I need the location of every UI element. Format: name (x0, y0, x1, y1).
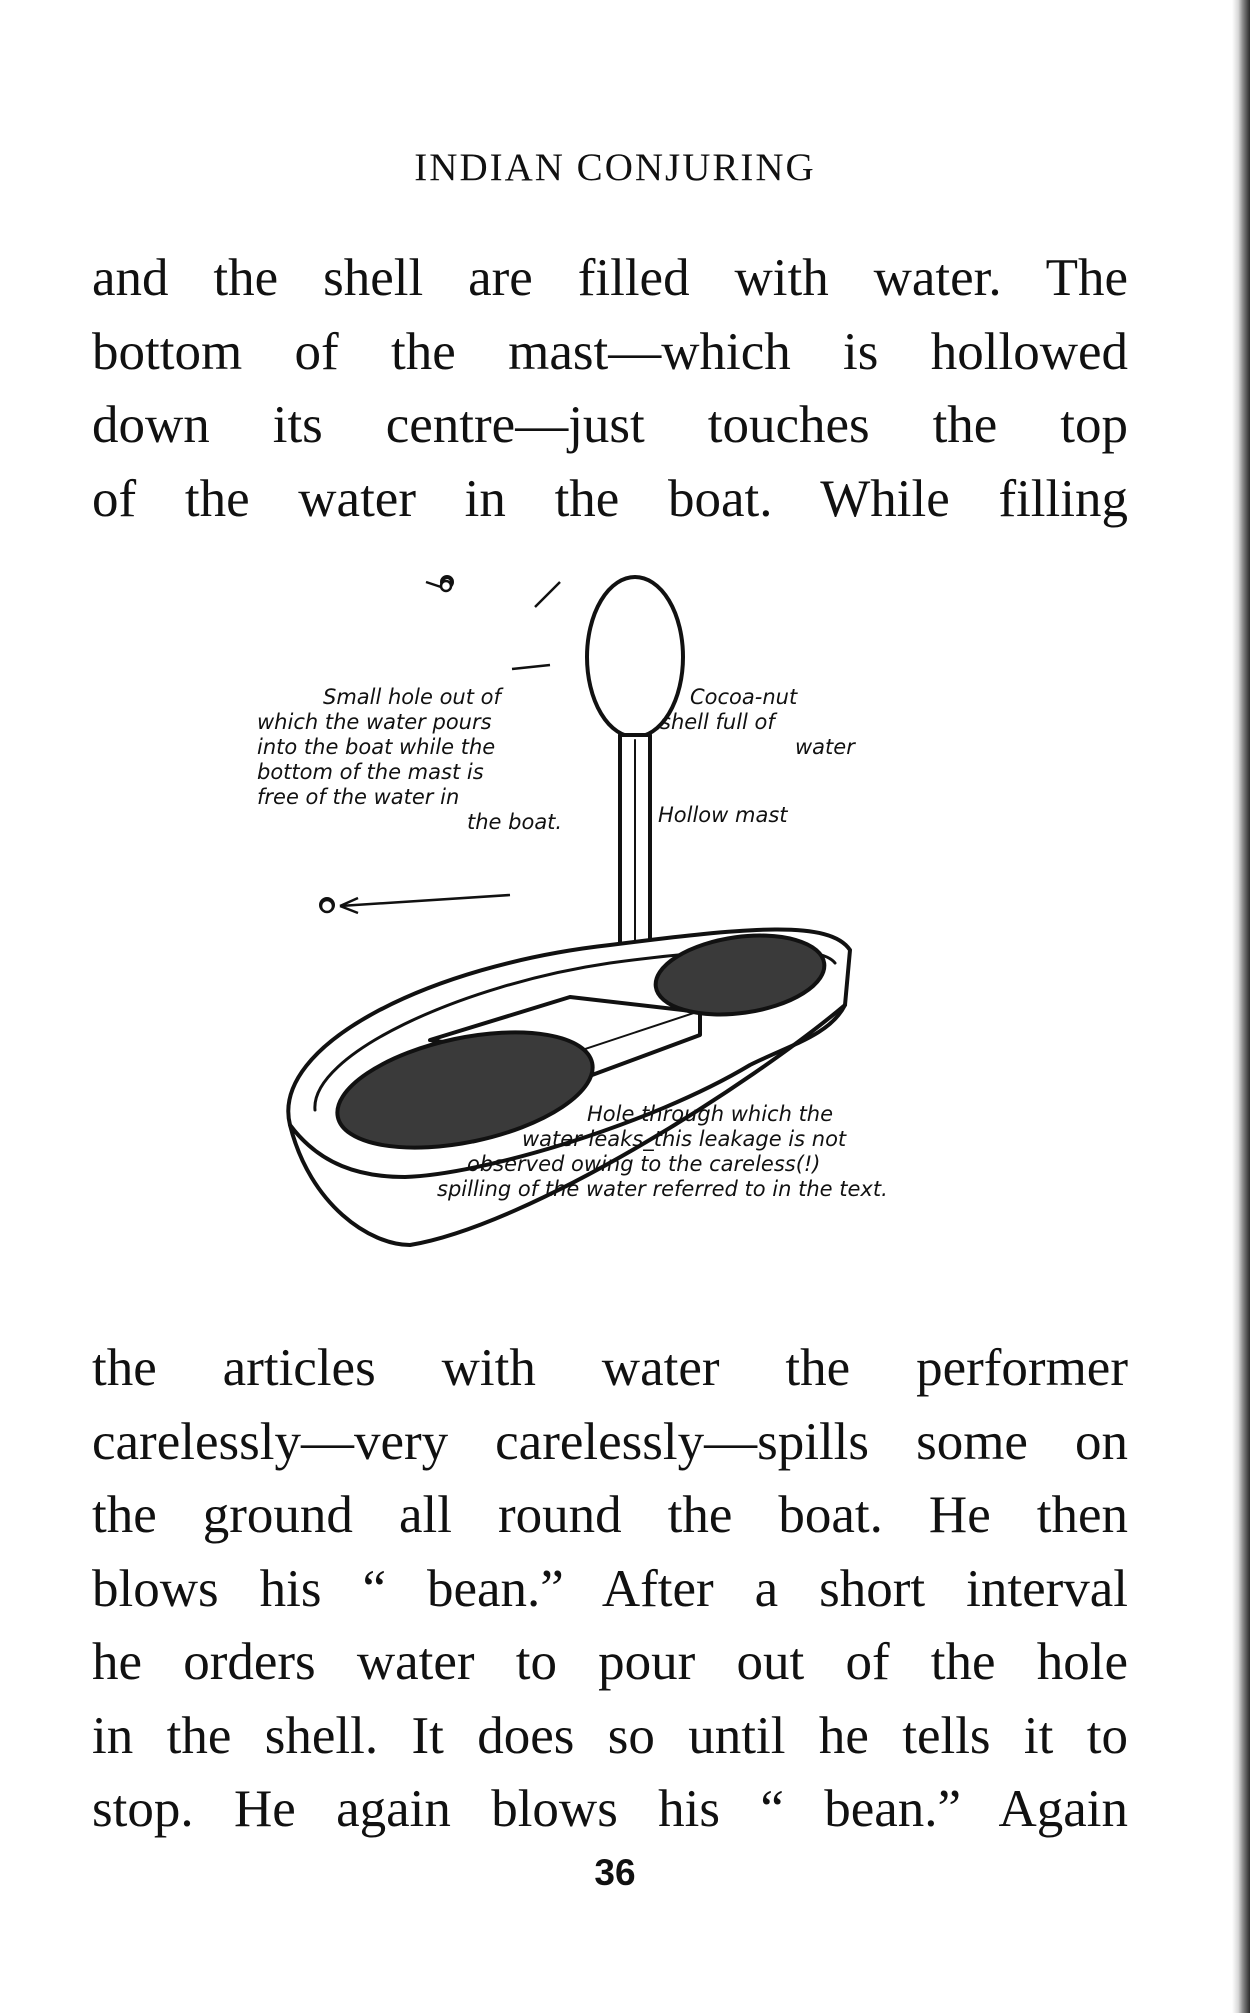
page-number: 36 (594, 1852, 636, 1893)
label-line: Hollow mast (658, 803, 788, 827)
text-line: stop. He again blows his “ bean.” Again (92, 1780, 1128, 1838)
label-line: into the boat while the (257, 735, 496, 759)
boat-illustration (230, 565, 1060, 1295)
label-line: shell full of (660, 710, 775, 734)
label-line: Hole through which the (587, 1102, 834, 1126)
text-line: the ground all round the boat. He then (92, 1486, 1128, 1544)
label-line: observed owing to the careless(!) (467, 1152, 821, 1176)
text-line: bottom of the mast—which is hollowed (92, 322, 1128, 381)
label-line: water leaks_this leakage is not (522, 1127, 847, 1151)
running-head: INDIAN CONJURING (414, 146, 816, 189)
label-line: bottom of the mast is (257, 760, 484, 784)
paragraph-top (92, 242, 1128, 536)
label-line: the boat. (467, 810, 563, 834)
paragraph-bottom (92, 1332, 1128, 1847)
text-line: the articles with water the performer (92, 1339, 1128, 1397)
label-cocoa-nut (660, 685, 855, 760)
label-small-hole (257, 685, 592, 835)
label-line: which the water pours (257, 710, 492, 734)
page-binding-edge (1232, 0, 1250, 2013)
text-line: and the shell are filled with water. The (92, 249, 1128, 307)
label-line: Cocoa-nut (690, 685, 798, 709)
text-line: carelessly—very carelessly—spills some on (92, 1412, 1128, 1471)
label-leak-hole (437, 1102, 888, 1202)
text-line: of the water in the boat. While filling (92, 469, 1128, 528)
label-line: Small hole out of (323, 685, 501, 709)
text-line: down its centre—just touches the top (92, 396, 1128, 454)
label-line: free of the water in (257, 785, 460, 809)
label-hollow-mast (658, 803, 788, 828)
text-line: he orders water to pour out of the hole (92, 1633, 1128, 1691)
text-line: in the shell. It does so until he tells it to (92, 1706, 1128, 1765)
label-line: spilling of the water referred to in the text. (437, 1177, 888, 1201)
text-line: blows his “ bean.” After a short interval (92, 1559, 1128, 1618)
label-line: water (795, 735, 855, 759)
